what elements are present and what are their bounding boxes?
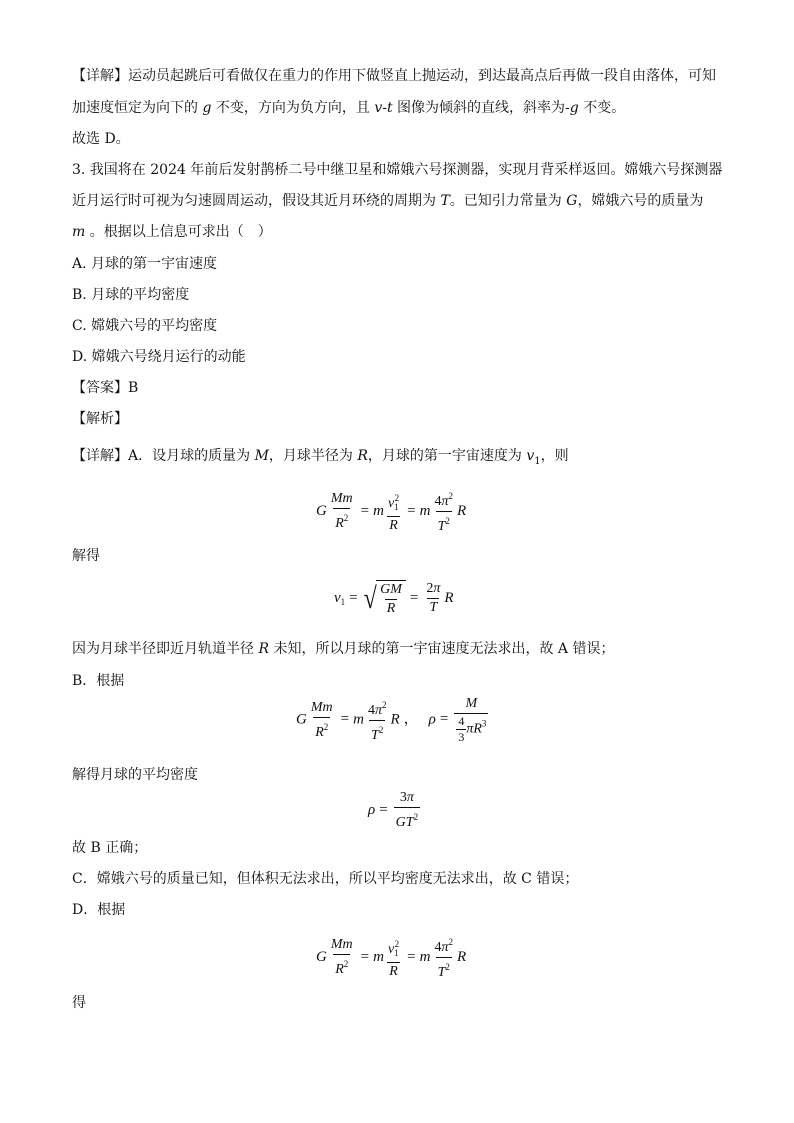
var-m: m <box>72 224 86 240</box>
solve-label-2: 解得月球的平均密度 <box>72 767 198 783</box>
question-3-line-3 <box>72 222 272 242</box>
option-c: C. 嫦娥六号的平均密度 <box>72 318 218 334</box>
option-b: B. 月球的平均密度 <box>72 287 190 303</box>
analysis-label: 【解析】 <box>72 411 128 427</box>
var-M: M <box>254 448 269 464</box>
var-g: g <box>202 100 212 116</box>
option-d: D. 嫦娥六号绕月运行的动能 <box>72 349 246 365</box>
var-g: g <box>569 100 579 116</box>
text-seg: 因为月球半径即近月轨道半径 <box>72 641 259 657</box>
answer-label: 【答案】 <box>72 380 128 396</box>
answer-line <box>72 378 138 398</box>
detail-a-line <box>72 446 569 472</box>
answer-value: B <box>128 380 139 396</box>
text-seg: 未知，所以月球的第一宇宙速度无法求出，故 A 错误； <box>269 641 615 657</box>
var-G: G <box>566 193 578 209</box>
d-according-label: D．根据 <box>72 902 126 918</box>
b-according-label: B．根据 <box>72 673 125 689</box>
text-seg: 不变，方向为负方向，且 <box>211 100 375 116</box>
var-R: R <box>357 448 368 464</box>
text-seg: ，嫦娥六号的质量为 <box>577 193 704 209</box>
de-label: 得 <box>72 995 86 1011</box>
option-a: A. 月球的第一宇宙速度 <box>72 256 218 272</box>
equation-2: $v_1$ = √ $\frac{GM}{R}$ = $\frac{2\pi}{T}$ R <box>334 581 454 616</box>
text-seg: 图像为倾斜的直线，斜率为- <box>392 100 570 116</box>
question-3-line-1: 3. 我国将在 2024 年前后发射鹊桥二号中继卫星和嫦娥六号探测器，实现月背采样返回。嫦娥六号探测器 <box>72 162 723 178</box>
solve-label-1: 解得 <box>72 548 100 564</box>
b-correct-line: 故 B 正确； <box>72 840 148 856</box>
text-seg: 【详解】A．设月球的质量为 <box>72 448 255 464</box>
text-seg: 不变。 <box>578 100 626 116</box>
detail-line-1: 【详解】运动员起跳后可看做仅在重力的作用下做竖直上抛运动，到达最高点后再做一段自由落体，可知 <box>72 68 716 84</box>
question-3-line-2 <box>72 191 703 211</box>
text-seg: ，则 <box>540 448 569 464</box>
detail-line-2 <box>72 98 625 118</box>
c-line: C．嫦娥六号的质量已知，但体积无法求出，所以平均密度无法求出，故 C 错误； <box>72 871 579 887</box>
because-line <box>72 639 614 659</box>
choose-d-line: 故选 D。 <box>72 131 130 147</box>
equation-1: G $\frac{Mm}{R^2}$ = m $\frac{v_1^2}{R}$ = m $\frac{4\pi^2}{T^2}$ R <box>316 491 467 534</box>
text-seg: ，月球的第一宇宙速度为 <box>367 448 527 464</box>
text-seg: 加速度恒定为向下的 <box>72 100 203 116</box>
text-seg: 近月运行时可视为匀速圆周运动，假设其近月环绕的周期为 <box>72 193 441 209</box>
text-seg: 。根据以上信息可求出（ ） <box>85 224 272 240</box>
text-seg: ，月球半径为 <box>268 448 358 464</box>
var-R: R <box>258 641 269 657</box>
equation-3: G $\frac{Mm}{R^2}$ = m $\frac{4\pi^2}{T^2}$ R ， ρ = M $\frac{4}{3}$ $\pi R^3$ <box>296 696 487 744</box>
equation-4: ρ = $\frac{3\pi}{GT^2}$ <box>368 790 419 830</box>
equation-5: G $\frac{Mm}{R^2}$ = m $\frac{v_1^2}{R}$ = m $\frac{4\pi^2}{T^2}$ R <box>316 937 467 980</box>
var-v: v <box>526 448 535 464</box>
var-vt: v-t <box>374 100 393 116</box>
var-T: T <box>440 193 450 209</box>
subscript-1: 1 <box>534 455 541 467</box>
text-seg: 。已知引力常量为 <box>449 193 567 209</box>
